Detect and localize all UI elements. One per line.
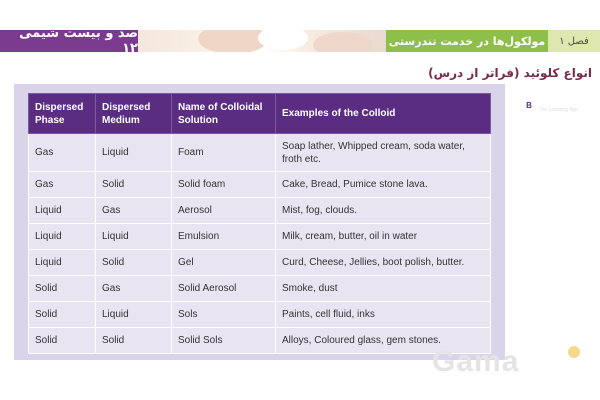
cell-name: Emulsion: [172, 224, 276, 250]
cell-name: Foam: [172, 134, 276, 172]
colloid-table-frame: [14, 84, 505, 360]
lesson-title: مولکول‌ها در خدمت تندرستی: [386, 30, 548, 52]
header-dispersed-phase: Dispersed Phase: [29, 94, 96, 134]
cell-examples: Paints, cell fluid, inks: [276, 302, 491, 328]
cell-phase: Gas: [29, 172, 96, 198]
cell-examples: Mist, fog, clouds.: [276, 198, 491, 224]
table-header-row: [29, 94, 491, 134]
cell-examples: Curd, Cheese, Jellies, boot polish, butter.: [276, 250, 491, 276]
cell-medium: Liquid: [96, 224, 172, 250]
byjus-logo-mark: B: [523, 99, 536, 112]
cell-medium: Solid: [96, 172, 172, 198]
cell-name: Solid Sols: [172, 328, 276, 354]
cell-examples: Soap lather, Whipped cream, soda water, froth etc.: [276, 134, 491, 172]
table-row: [29, 172, 491, 198]
cell-medium: Gas: [96, 276, 172, 302]
table-row: [29, 198, 491, 224]
cell-phase: Solid: [29, 302, 96, 328]
chapter-label: فصل ۱: [548, 30, 600, 52]
table-row: [29, 276, 491, 302]
cell-examples: Alloys, Coloured glass, gem stones.: [276, 328, 491, 354]
cell-medium: Solid: [96, 328, 172, 354]
gama-watermark: Gama: [432, 345, 520, 378]
section-heading: انواع کلوئید (فراتر از درس): [428, 66, 592, 80]
cell-name: Gel: [172, 250, 276, 276]
cell-examples: Milk, cream, butter, oil in water: [276, 224, 491, 250]
cell-name: Solid foam: [172, 172, 276, 198]
header-examples: Examples of the Colloid: [276, 94, 491, 134]
cell-medium: Liquid: [96, 134, 172, 172]
table-row: [29, 134, 491, 172]
watermark-dot: [568, 346, 580, 358]
header-colloid-name: Name of Colloidal Solution: [172, 94, 276, 134]
cell-phase: Solid: [29, 328, 96, 354]
cell-name: Aerosol: [172, 198, 276, 224]
colloid-types-table: [28, 93, 491, 354]
table-row: [29, 302, 491, 328]
cell-name: Solid Aerosol: [172, 276, 276, 302]
cell-medium: Gas: [96, 198, 172, 224]
cell-phase: Liquid: [29, 250, 96, 276]
header-banner: [0, 26, 600, 56]
cell-examples: Cake, Bread, Pumice stone lava.: [276, 172, 491, 198]
cell-examples: Smoke, dust: [276, 276, 491, 302]
byjus-logo-tagline: The Learning App: [538, 107, 578, 113]
cell-phase: Gas: [29, 134, 96, 172]
cell-medium: Solid: [96, 250, 172, 276]
cell-name: Sols: [172, 302, 276, 328]
book-title: صد و بیست شیمی ۱۲: [0, 30, 138, 52]
cell-phase: Liquid: [29, 198, 96, 224]
cell-phase: Solid: [29, 276, 96, 302]
table-row: [29, 250, 491, 276]
cell-phase: Liquid: [29, 224, 96, 250]
table-row: [29, 328, 491, 354]
byjus-logo: [523, 97, 578, 113]
header-dispersed-medium: Dispersed Medium: [96, 94, 172, 134]
byjus-logo-name: BYJU'S: [538, 96, 578, 108]
table-row: [29, 224, 491, 250]
banner-photo: [138, 30, 386, 52]
cell-medium: Liquid: [96, 302, 172, 328]
